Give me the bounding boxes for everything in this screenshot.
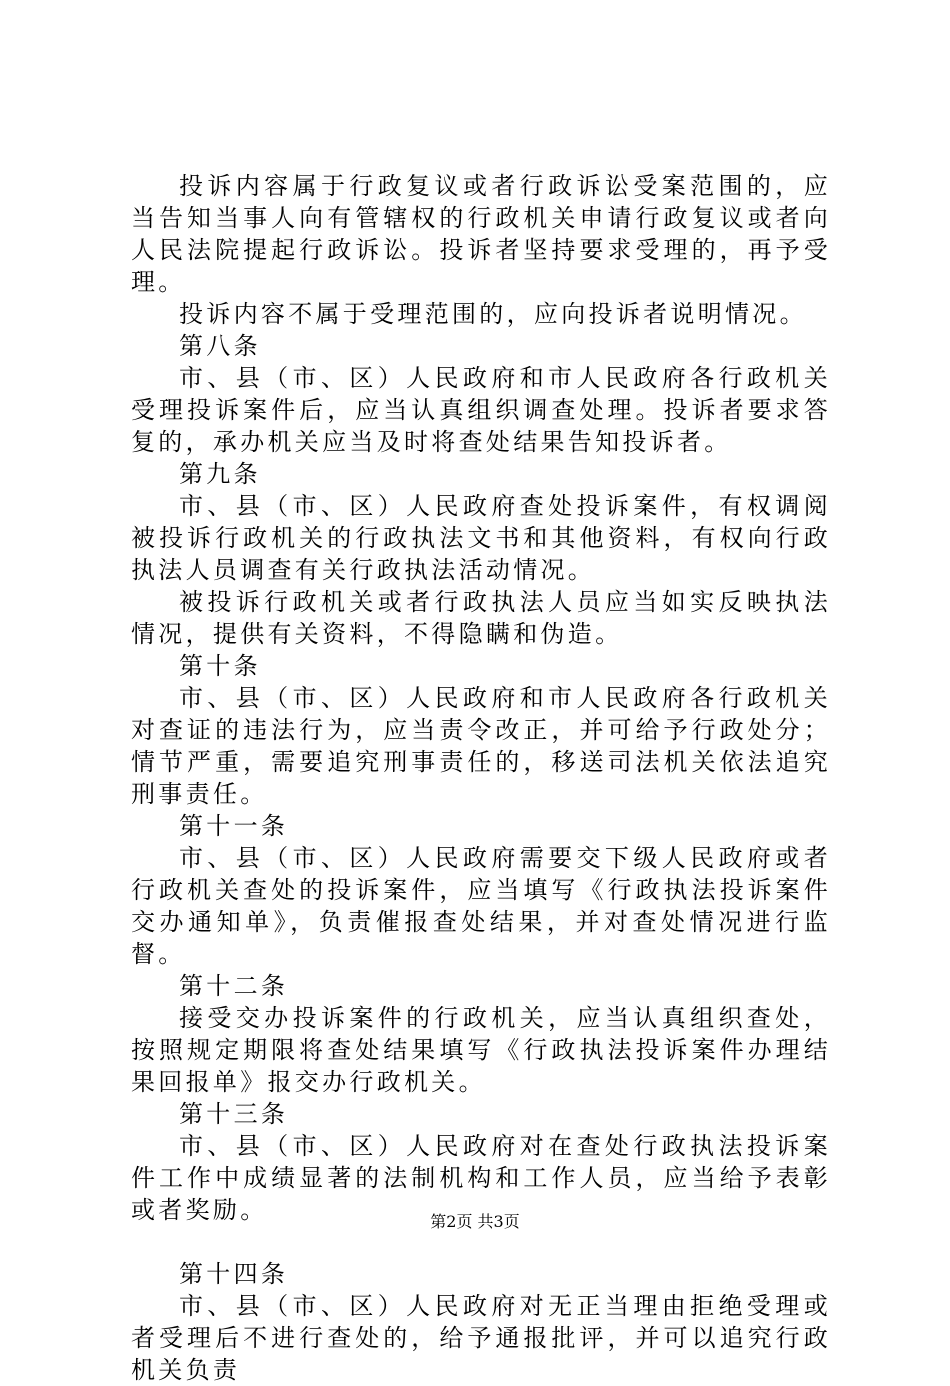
paragraph-article-12: 接受交办投诉案件的行政机关，应当认真组织查处，按照规定期限将查处结果填写《行政执法投诉案件办理结果回报单》报交办行政机关。 (131, 1004, 831, 1096)
paragraph-article-9-a: 市、县（市、区）人民政府查处投诉案件，有权调阅被投诉行政机关的行政执法文书和其他资料，有权向行政执法人员调查有关行政执法活动情况。 (131, 492, 831, 584)
paragraph-article-10: 市、县（市、区）人民政府和市人民政府各行政机关对查证的违法行为，应当责令改正，并可给予行政处分；情节严重，需要追究刑事责任的，移送司法机关依法追究刑事责任。 (131, 684, 831, 808)
paragraph-article-13: 市、县（市、区）人民政府对在查处行政执法投诉案件工作中成绩显著的法制机构和工作人员，应当给予表彰或者奖励。 (131, 1132, 831, 1224)
article-heading-12: 第十二条 (179, 972, 289, 1000)
article-heading-14: 第十四条 (179, 1260, 289, 1288)
paragraph-article-14: 市、县（市、区）人民政府对无正当理由拒绝受理或者受理后不进行查处的，给予通报批评，并可以追究行政机关负责 (131, 1292, 831, 1384)
article-heading-9: 第九条 (179, 460, 261, 488)
paragraph-out-of-scope: 投诉内容不属于受理范围的，应向投诉者说明情况。 (179, 300, 807, 328)
article-heading-13: 第十三条 (179, 1100, 289, 1128)
paragraph-article-8: 市、县（市、区）人民政府和市人民政府各行政机关受理投诉案件后，应当认真组织调查处理。投诉者要求答复的，承办机关应当及时将查处结果告知投诉者。 (131, 364, 831, 456)
paragraph-article-9-b: 被投诉行政机关或者行政执法人员应当如实反映执法情况，提供有关资料，不得隐瞒和伪造。 (131, 588, 831, 648)
document-body (131, 170, 831, 1386)
article-heading-8: 第八条 (179, 332, 261, 360)
page-number-footer: 第2页 共3页 (430, 1212, 520, 1231)
paragraph-article-11: 市、县（市、区）人民政府需要交下级人民政府或者行政机关查处的投诉案件，应当填写《行政执法投诉案件交办通知单》，负责催报查处结果，并对查处情况进行监督。 (131, 844, 831, 968)
article-heading-11: 第十一条 (179, 812, 289, 840)
paragraph-review-scope: 投诉内容属于行政复议或者行政诉讼受案范围的，应当告知当事人向有管辖权的行政机关申请行政复议或者向人民法院提起行政诉讼。投诉者坚持要求受理的，再予受理。 (131, 172, 831, 296)
article-heading-10: 第十条 (179, 652, 261, 680)
